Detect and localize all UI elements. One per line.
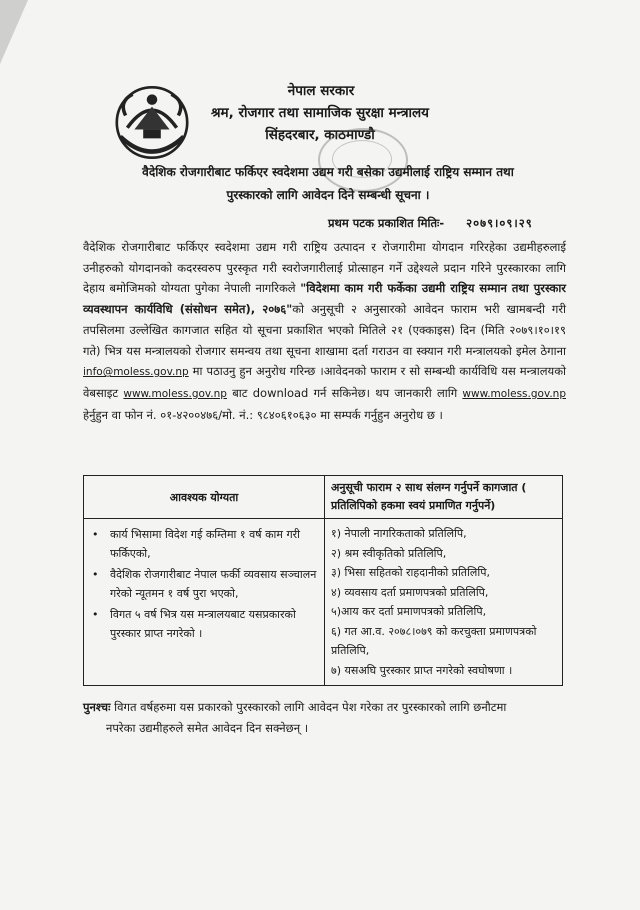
notice-subject	[108, 161, 548, 207]
requirements-table	[83, 475, 563, 686]
website-link-2[interactable]: www.moless.gov.np	[462, 387, 566, 400]
body-part-3: को अनुसूची २ अनुसारको आवेदन फाराम भरी खामबन्दी गरी तपसिलमा उल्लेखित कागजात सहित यो सूचना प्रकाशित भएको मितिले २१ (एक्काइस) दिन (मिति २०७९।१०।१९ गते) भित्र यस मन्त्रालयको रोजगार समन्वय तथा सूचना शाखामा दर्ता गराउन वा स्क्यान गरी मन्त्रालयको इमेल ठेगाना	[83, 302, 566, 358]
email-link[interactable]: info@moless.gov.np	[83, 366, 189, 379]
government-name: नेपाल सरकार	[287, 83, 355, 99]
publication-date-value: २०७९।०९।२९	[466, 216, 533, 230]
notice-body	[83, 237, 566, 425]
documents-header: अनुसूची फाराम २ साथ संलग्न गर्नुपर्ने कागजात ( प्रतिलिपिको हकमा स्वयं प्रमाणित गर्नुपर्ने)	[325, 476, 563, 519]
list-item: ३) भिसा सहितको राहदानीको प्रतिलिपि,	[331, 566, 490, 579]
ministry-name: श्रम, रोजगार तथा सामाजिक सुरक्षा मन्त्रालय	[210, 105, 430, 121]
ministry-address: सिंहदरबार, काठमाण्डौ	[265, 127, 375, 143]
list-item: २) श्रम स्वीकृतिको प्रतिलिपि,	[331, 546, 447, 560]
postscript-text-1: विगत वर्षहरुमा यस प्रकारको पुरस्कारको लागि आवेदन पेश गरेका तर पुरस्कारको लागि छनौटमा	[114, 700, 507, 714]
subject-line-2: पुरस्कारको लागि आवेदन दिने सम्बन्धी सूचना ।	[226, 188, 430, 202]
list-item: ४) व्यवसाय दर्ता प्रमाणपत्रको प्रतिलिपि,	[331, 585, 489, 599]
postscript-text-2: नपरेका उद्यमीहरुले समेत आवेदन दिन सक्नेछन् ।	[106, 721, 309, 735]
list-item: • विगत ५ वर्ष भित्र यस मन्त्रालयबाट यसप्रकारको पुरस्कार प्राप्त नगरेको ।	[88, 605, 318, 643]
procedure-title: "विदेशमा काम गरी फर्केका उद्यमी राष्ट्रिय सम्मान तथा पुरस्कार व्यवस्थापन कार्यविधि (संसोधन समेत), २०७६"	[83, 281, 566, 317]
body-part-1: वैदेशिक रोजगारीबाट फर्किएर स्वदेशमा उद्यम गरी राष्ट्रिय उत्पादन र रोजगारीमा योगदान गरिरहेका उद्यमीहरुलाई उनीहरुको योगदानको कदरस्वरुप पुरस्कृत गरी स्वरोजगारीलाई प्रोत्साहन गर्ने उद्देश्यले प्रदान गरिने पुरस्कारका लागि देहाय बमोजिमको योग्यता पुगेका नेपाली नागरिकले	[83, 240, 566, 296]
list-item: ५)आय कर दर्ता प्रमाणपत्रको प्रतिलिपि,	[331, 605, 487, 618]
publication-date	[328, 216, 533, 231]
qualification-header: आवश्यक योग्यता	[84, 476, 325, 519]
list-item: ७) यसअघि पुरस्कार प्राप्त नगरेको स्वघोषणा ।	[331, 663, 513, 677]
subject-line-1: वैदेशिक रोजगारीबाट फर्किएर स्वदेशमा उद्यम गरी बसेका उद्यमीलाई राष्ट्रिय सम्मान तथा	[142, 165, 514, 179]
list-item: • वैदेशिक रोजगारीबाट नेपाल फर्की व्यवसाय सञ्चालन गरेको न्यूतमन १ वर्ष पुरा भएको,	[88, 565, 318, 603]
list-item: • कार्य भिसामा विदेश गई कम्तिमा १ वर्ष काम गरी फर्किएको,	[88, 525, 318, 563]
ministry-header	[0, 80, 640, 146]
body-part-5: बाट download गर्न सकिनेछ। थप जानकारी लागि	[232, 385, 458, 400]
documents-cell	[325, 519, 563, 686]
qualification-cell	[84, 519, 325, 686]
corner-fold	[0, 0, 28, 64]
qualification-list	[88, 525, 318, 643]
publication-date-label: प्रथम पटक प्रकाशित मितिः-	[328, 216, 445, 230]
website-link-1[interactable]: www.moless.gov.np	[123, 387, 227, 400]
body-part-6: हेर्नुहुन वा फोन नं. ०१-४२००४७६/मो. नं.: ९८४०६१०६३० मा सम्पर्क गर्नुहुन अनुरोध छ ।	[83, 407, 443, 422]
list-item: ६) गत आ.व. २०७८।०७९ को करचुक्ता प्रमाणपत्रको प्रतिलिपि,	[331, 624, 537, 657]
postscript	[83, 697, 563, 739]
list-item: १) नेपाली नागरिकताको प्रतिलिपि,	[331, 527, 467, 540]
body-part-4: मा पठाउनु हुन अनुरोध गरिन्छ ।आवेदनको फाराम र सो सम्बन्धी कार्यविधि यस मन्त्रालयको वेबसाइट	[83, 364, 567, 400]
postscript-label: पुनश्चः	[83, 700, 111, 714]
